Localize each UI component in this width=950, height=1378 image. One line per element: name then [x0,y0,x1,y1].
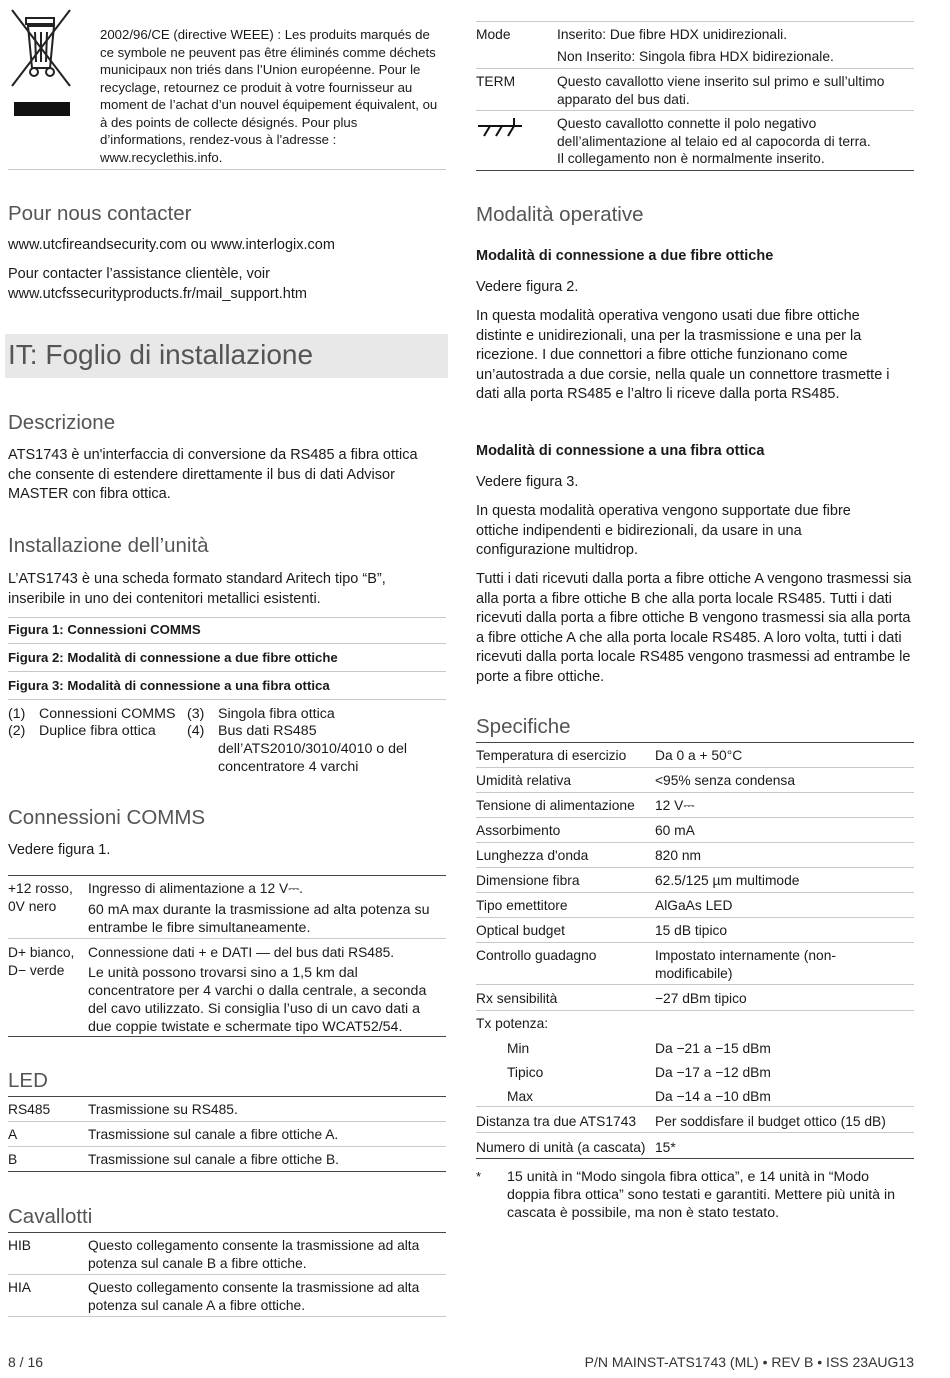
cavallotti-key: HIA [8,1280,31,1295]
divider [476,1010,914,1011]
cavallotti-heading: Cavallotti [8,1205,93,1228]
spec-value: 60 mA [655,823,695,838]
divider [476,68,914,69]
table-top-rule [8,1096,446,1097]
spec-key: Controllo guadagno [476,948,597,963]
descrizione-heading: Descrizione [8,411,116,434]
contact-links: www.utcfireandsecurity.com ou www.interlogix.com [8,237,335,253]
comms-heading: Connessioni COMMS [8,806,206,829]
divider [476,842,914,843]
divider [476,792,914,793]
legend-item: (3) Singola fibra ottica [187,706,335,722]
spec-value: Da 0 a + 50°C [655,748,743,763]
jumper-value: Non Inserito: Singola fibra HDX bidirezionale. [557,49,834,64]
table-top-rule [476,742,914,743]
divider [476,1106,914,1107]
comms-note: 60 mA max durante la trasmissione ad alta potenza su entrambe le fibre simultaneamente. [88,902,430,936]
divider [476,1132,914,1133]
spec-key: Optical budget [476,923,565,938]
spec-key: Numero di unità (a cascata) [476,1140,646,1155]
divider [476,21,914,22]
two-fiber-heading: Modalità di connessione a due fibre ottiche [476,248,774,264]
divider [8,671,446,672]
two-fiber-see: Vedere figura 2. [476,279,579,295]
led-value: Trasmissione sul canale a fibre ottiche A. [88,1127,339,1142]
spec-value: −27 dBm tipico [655,991,747,1006]
spec-key: Lunghezza d'onda [476,848,589,863]
table-bottom-rule [476,170,914,171]
one-fiber-text: In questa modalità operativa vengono supportate due fibre ottiche indipendenti e bidirezionali, da usare in una configurazione multidrop. [476,503,851,558]
divider [476,942,914,943]
spec-value: AlGaAs LED [655,898,733,913]
jumper-value: Questo cavallotto viene inserito sul primo e sull’ultimo apparato del bus dati. [557,74,885,107]
spec-key: Rx sensibilità [476,991,558,1006]
footnote: 15 unità in “Modo singola fibra ottica”, e 14 unità in “Modo doppia fibra ottica” sono testati e garantiti. Mettere più unità in cascata è possibile, ma non è stato testato. [507,1169,896,1221]
divider [8,938,446,939]
spec-key: Max [507,1089,534,1104]
spec-key: Tensione di alimentazione [476,798,635,813]
spec-value: Da −21 a −15 dBm [655,1041,771,1056]
installazione-heading: Installazione dell’unità [8,534,209,557]
contact-support: Pour contacter l’assistance clientèle, voir www.utcfssecurityproducts.fr/mail_support.htm [8,266,307,302]
page-number: 8 / 16 [8,1354,44,1370]
led-key: B [8,1152,18,1167]
spec-value: <95% senza condensa [655,773,795,788]
jumper-value: Inserito: Due fibre HDX unidirezionali. [557,27,788,42]
divider [8,1316,446,1317]
spec-key: Min [507,1041,530,1056]
led-heading: LED [8,1069,48,1092]
comms-key: D+ bianco, D− verde [8,945,75,978]
spec-value: 15 dB tipico [655,923,728,938]
cavallotti-key: HIB [8,1238,31,1253]
table-top-rule [8,1232,446,1233]
two-fiber-text: In questa modalità operativa vengono usati due fibre ottiche distinte e unidirezionali, una per la trasmissione e una per la ricezione. I due connettori a fibre ottiche funzionano come un’autostrada a due corsie, nella quale un connettore trasmette i dati alla porta RS485 e l’altro li riceve dalla porta RS485. [476,308,890,402]
spec-value: 12 V⎓ [655,798,695,813]
specifiche-heading: Specifiche [476,715,571,738]
jumper-key: Mode [476,27,511,42]
comms-intro: Vedere figura 1. [8,842,111,858]
spec-key: Tipico [507,1065,544,1080]
installazione-text: L’ATS1743 è una scheda formato standard Aritech tipo “B”, inseribile in uno dei contenitori metallici esistenti. [8,571,386,607]
cavallotti-value: Questo collegamento consente la trasmissione ad alta potenza sul canale B a fibre ottiche. [88,1238,420,1271]
spec-key: Tipo emettitore [476,898,568,913]
spec-key: Distanza tra due ATS1743 [476,1114,637,1129]
spec-value: Per soddisfare il budget ottico (15 dB) [655,1114,886,1129]
weee-text: 2002/96/CE (directive WEEE) : Les produits marqués de ce symbole ne peuvent pas être éliminés comme déchets municipaux non triés dans l’Union européenne. Pour le recyclage, retournez ce produit à votre fournisseur au moment de l’achat d’un nouvel équipement équivalent, ou à des points de collecte désignés. Pour plus d’informations, rendez-vous à l'adresse : www.recyclethis.info. [100,27,438,165]
divider [476,110,914,111]
descrizione-text: ATS1743 è un'interfaccia di conversione da RS485 a fibra ottica che consente di estendere direttamente il bus di dati Advisor MASTER con fibra ottica. [8,447,418,502]
divider [476,984,914,985]
divider [8,617,446,618]
part-number: P/N MAINST-ATS1743 (ML) • REV B • ISS 23AUG13 [584,1354,914,1370]
cavallotti-value: Questo collegamento consente la trasmissione ad alta potenza sul canale A a fibre ottiche. [88,1280,420,1313]
led-key: A [8,1127,18,1142]
footnote-mark: * [476,1169,482,1184]
comms-value: Ingresso di alimentazione a 12 V⎓. [88,881,304,896]
spec-value: Impostato internamente (non-modificabile) [655,948,836,981]
divider [8,169,446,170]
contact-heading: Pour nous contacter [8,202,192,225]
divider [8,1274,446,1275]
figure-caption: Figura 1: Connessioni COMMS [8,622,201,637]
spec-value: 62.5/125 µm multimode [655,873,800,888]
divider [476,867,914,868]
one-fiber-heading: Modalità di connessione a una fibra ottica [476,443,765,459]
section-title-band [5,334,448,378]
spec-key: Tx potenza: [476,1016,549,1031]
divider [476,767,914,768]
one-fiber-see: Vedere figura 3. [476,474,579,490]
led-value: Trasmissione su RS485. [88,1102,238,1117]
jumper-value: Il collegamento non è normalmente inserito. [557,151,825,166]
divider [8,1146,446,1147]
divider [8,643,446,644]
spec-value: Da −17 a −12 dBm [655,1065,771,1080]
led-value: Trasmissione sul canale a fibre ottiche B. [88,1152,340,1167]
divider [476,917,914,918]
comms-key: +12 rosso, 0V nero [8,881,73,914]
spec-key: Umidità relativa [476,773,572,788]
divider [8,699,446,700]
modalita-heading: Modalità operative [476,203,644,226]
figure-caption: Figura 3: Modalità di connessione a una fibra ottica [8,678,330,693]
led-key: RS485 [8,1102,51,1117]
table-top-rule [8,875,446,876]
spec-value: 820 nm [655,848,702,863]
divider [476,892,914,893]
spec-value: Da −14 a −10 dBm [655,1089,771,1104]
spec-key: Dimensione fibra [476,873,580,888]
divider [8,1121,446,1122]
one-fiber-text-2: Tutti i dati ricevuti dalla porta a fibre ottiche A vengono trasmessi sia alla porta a fibre ottiche B che alla porta locale RS485. Tutti i dati ricevuti dalla porta a fibre ottiche B vengono trasmessi sia alla porta a fibre ottiche A che alla porta locale RS485. A loro volta, tutti i dati ricevuti dalla porta locale RS485 vengono trasmessi ad entrambe le porte a fibre ottiche. [476,571,912,685]
ground-symbol-icon [476,116,524,138]
table-bottom-rule [8,1036,446,1037]
legend-item: (4) Bus dati RS485 dell’ATS2010/3010/4010 o del concentratore 4 varchi [187,723,408,775]
jumper-key: TERM [476,74,516,89]
spec-key: Assorbimento [476,823,561,838]
comms-note: Le unità possono trovarsi sino a 1,5 km dal concentratore per 4 varchi o dalla centrale, a seconda del cavo utilizzato. Si consiglia l’uso di un cavo dati a due coppie twistate e schermate tipo WCAT52/54. [88,965,427,1035]
spec-key: Temperatura di esercizio [476,748,627,763]
jumper-value: Questo cavallotto connette il polo negativo dell’alimentazione al telaio ed al capocorda di terra. [557,116,871,149]
table-bottom-rule [8,1171,446,1172]
legend-item: (1) Connessioni COMMS [8,706,176,722]
legend-item: (2) Duplice fibra ottica [8,723,156,739]
weee-bin-icon [8,6,76,118]
divider [476,817,914,818]
spec-value: 15* [655,1140,676,1155]
figure-caption: Figura 2: Modalità di connessione a due fibre ottiche [8,650,338,665]
divider [476,1158,914,1159]
comms-value: Connessione dati + e DATI — del bus dati RS485. [88,945,395,960]
page-title: IT: Foglio di installazione [8,339,314,370]
